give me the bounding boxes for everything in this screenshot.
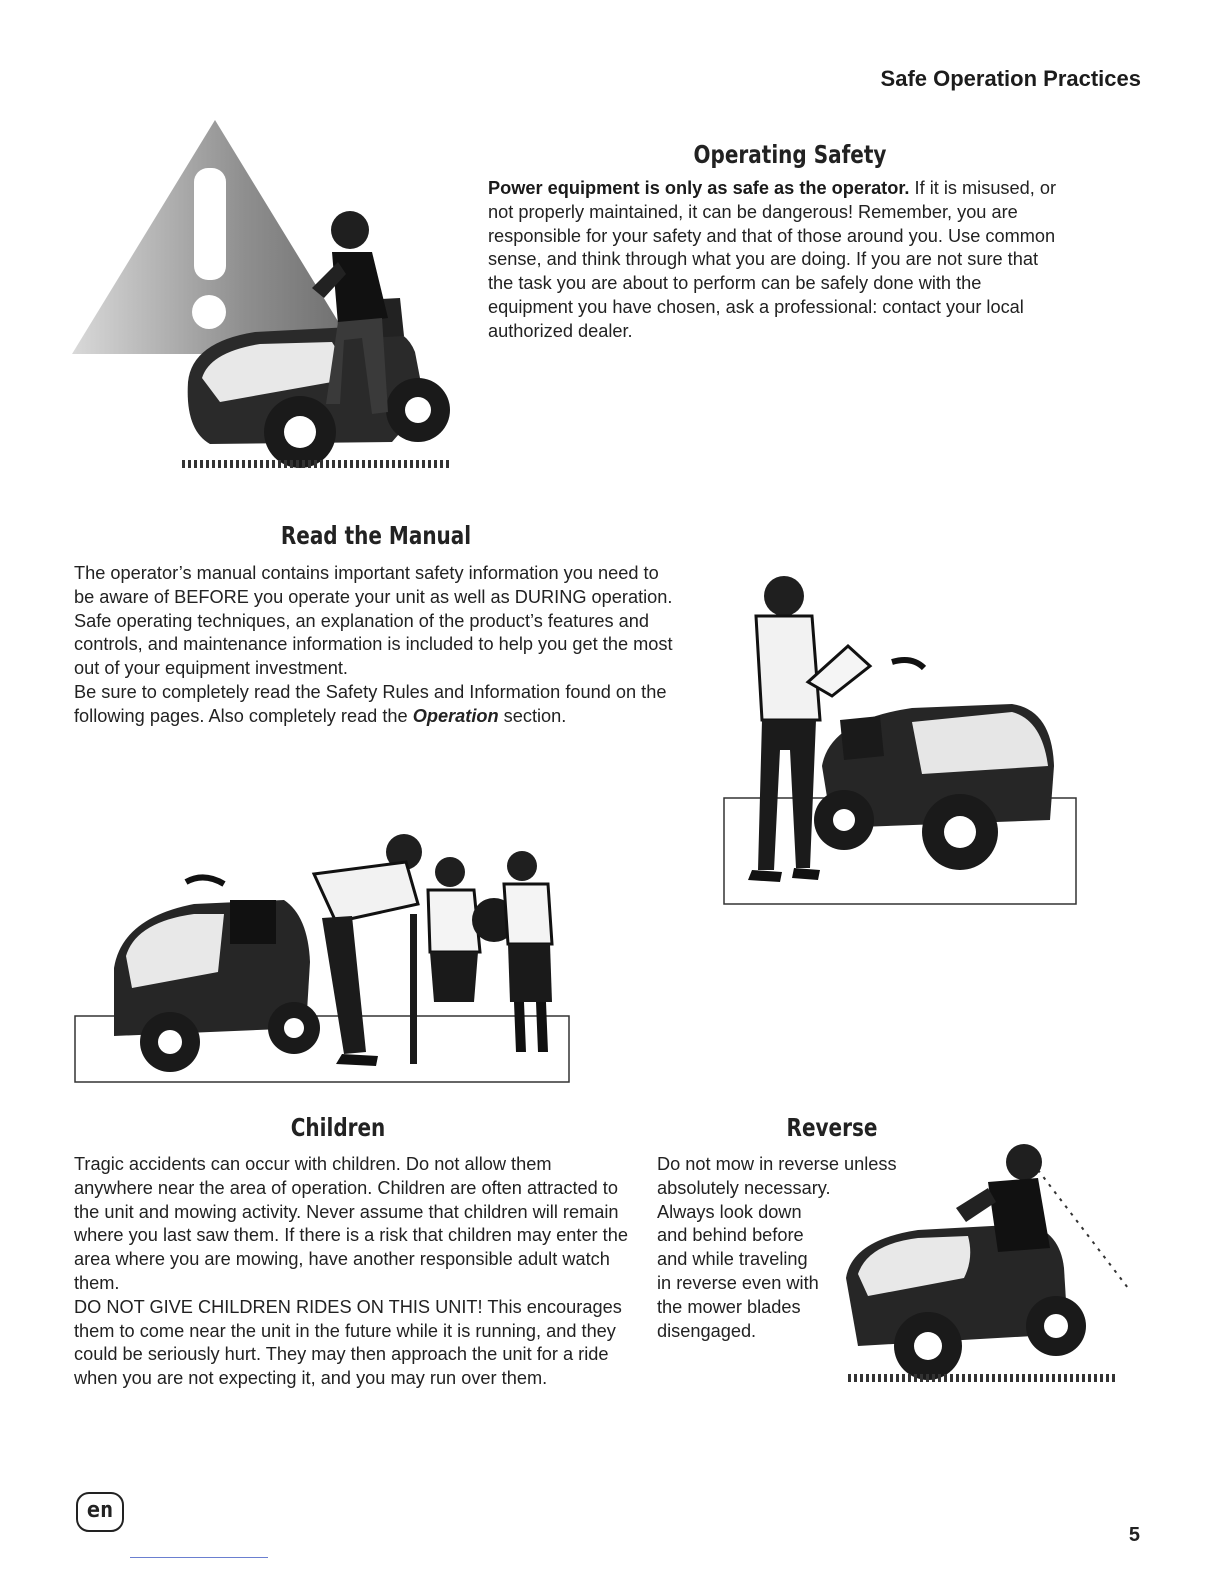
reverse-line-4: and behind before bbox=[657, 1225, 804, 1246]
reverse-line-2: absolutely necessary. bbox=[657, 1177, 831, 1198]
reverse-line-7: the mower blades bbox=[657, 1296, 801, 1317]
adult-with-children-image bbox=[74, 832, 572, 1084]
read-manual-p3-end: section. bbox=[498, 705, 567, 726]
read-manual-paragraph-1: The operator’s manual contains important safety information you need to be aware of BEFORE you operate your unit as well as DURING operation. bbox=[74, 563, 673, 607]
children-text bbox=[74, 1153, 630, 1391]
reverse-line-8: disengaged. bbox=[657, 1320, 757, 1341]
reverse-line-5: and while traveling bbox=[657, 1249, 808, 1270]
operating-safety-text bbox=[488, 177, 1068, 344]
footer-rule bbox=[130, 1557, 268, 1558]
children-paragraph-1: Tragic accidents can occur with children. Do not allow them anywhere near the area of operation. Children are often attracted to the unit and mowing activity. Never assume that children will remain where you last saw them. If there is a risk that children may enter the area where you are mowing, have another responsible adult watch them. bbox=[74, 1154, 628, 1293]
read-manual-paragraph-2: Safe operating techniques, an explanation of the product’s features and controls, and maintenance information is included to help you get the most out of your equipment investment. bbox=[74, 610, 673, 679]
reverse-heading: Reverse bbox=[786, 1113, 878, 1142]
read-manual-p3-start: Be sure to completely read the Safety Rules and Information found on the following pages. Also completely read the bbox=[74, 681, 667, 726]
exclamation-icon bbox=[194, 168, 226, 280]
operating-safety-heading: Operating Safety bbox=[693, 140, 887, 169]
warning-triangle-mower-image bbox=[70, 112, 460, 472]
operating-safety-illustration bbox=[70, 112, 460, 472]
children-heading: Children bbox=[290, 1113, 386, 1142]
man-reading-manual-image bbox=[712, 570, 1082, 908]
reverse-line-1: Do not mow in reverse unless bbox=[657, 1154, 897, 1174]
reverse-illustration bbox=[838, 1138, 1134, 1386]
operating-safety-lead: Power equipment is only as safe as the operator. bbox=[488, 178, 910, 198]
page-header-title: Safe Operation Practices bbox=[880, 66, 1141, 91]
operating-safety-body: If it is misused, or not properly maintained, it can be dangerous! Remember, you are responsible for your safety and that of those around you. Use common sense, and think through what you are doing. If you are not sure that the task you are about to perform can be safely done with the equipment you have chosen, ask a professional: contact your local authorized dealer. bbox=[488, 178, 1057, 341]
rider-looking-behind-image bbox=[838, 1138, 1134, 1386]
children-illustration bbox=[74, 832, 572, 1084]
reverse-line-6: in reverse even with bbox=[657, 1272, 819, 1293]
page-number: 5 bbox=[1128, 1524, 1140, 1546]
read-manual-illustration bbox=[712, 570, 1082, 908]
language-badge: en bbox=[76, 1492, 124, 1532]
children-paragraph-2: DO NOT GIVE CHILDREN RIDES ON THIS UNIT! This encourages them to come near the unit in the future while it is running, and they could be seriously hurt. They may then approach the unit for a ride when you are not expecting it, and you may run over them. bbox=[74, 1296, 622, 1389]
read-manual-heading: Read the Manual bbox=[280, 521, 472, 550]
operation-section-reference: Operation bbox=[412, 705, 499, 726]
read-manual-paragraph-3 bbox=[74, 681, 678, 729]
reverse-line-3: Always look down bbox=[657, 1201, 802, 1222]
read-manual-text bbox=[74, 562, 678, 729]
